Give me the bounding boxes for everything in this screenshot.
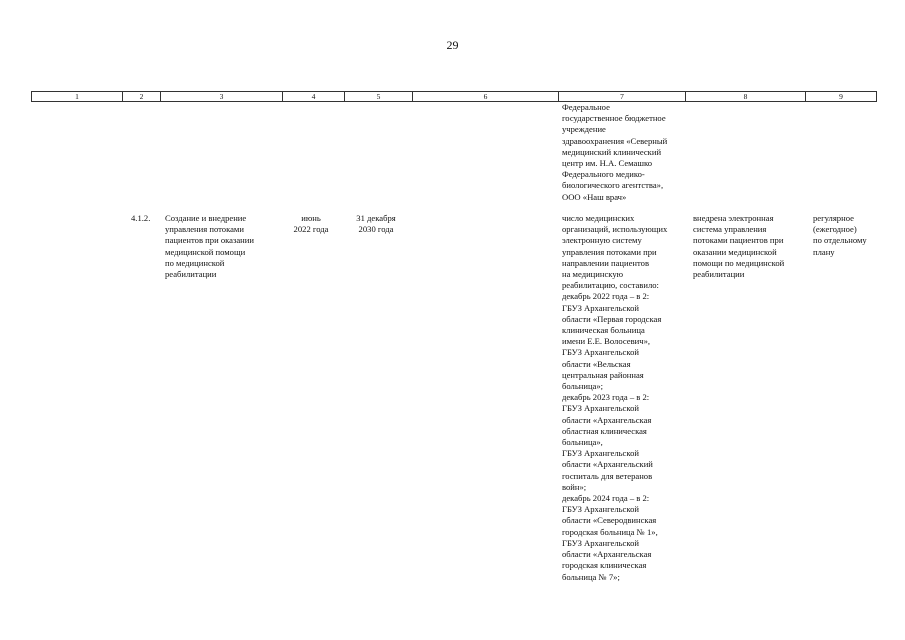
column-header-1: 1 — [32, 92, 123, 102]
end-date-cell: 31 декабря 2030 года — [356, 213, 396, 235]
column-header-6: 6 — [413, 92, 559, 102]
column-header-4: 4 — [283, 92, 345, 102]
column-header-9: 9 — [806, 92, 877, 102]
header-row — [32, 92, 877, 102]
page-number: 29 — [446, 38, 459, 52]
column-header-8: 8 — [686, 92, 806, 102]
column-header-5: 5 — [345, 92, 413, 102]
continuation-executors-cell: Федеральное государственное бюджетное учреждение здравоохранения «Северный медицинский клинический центр им. Н.А. Семашко Федерального медико- биологического агентства», ООО «Наш врач» — [562, 102, 668, 202]
result-cell: внедрена электронная система управления потоками пациентов при оказании медицинской помощи по медицинской реабилитации — [693, 213, 785, 280]
start-date-cell: июнь 2022 года — [293, 213, 329, 235]
column-header-2: 2 — [123, 92, 161, 102]
row-number-cell: 4.1.2. — [131, 213, 151, 223]
column-header-3: 3 — [161, 92, 283, 102]
indicator-cell: число медицинских организаций, использующих электронную систему управления потоками при направлении пациентов на медицинскую реабилитацию, составило: декабрь 2022 года – в 2: ГБУЗ Архангельской области «Первая городская клиническая больница имени Е.Е. Волосевич», ГБУЗ Архангельской области «Вельская центральная районная больница»; декабрь 2023 года – в 2: ГБУЗ Архангельской области «Архангельская областная клиническая больница», ГБУЗ Архангельской области «Архангельский госпиталь для ветеранов войн»; декабрь 2024 года – в 2: ГБУЗ Архангельской области «Северодвинская городская больница № 1», ГБУЗ Архангельской области «Архангельская городская клиническая больница № 7»; — [562, 213, 668, 582]
event-title-cell: Создание и внедрение управления потоками пациентов при оказании медицинской помощи по медицинской реабилитации — [165, 213, 254, 280]
column-number-header — [31, 91, 877, 102]
frequency-cell: регулярное (ежегодное) по отдельному плану — [813, 213, 867, 257]
column-header-7: 7 — [559, 92, 686, 102]
